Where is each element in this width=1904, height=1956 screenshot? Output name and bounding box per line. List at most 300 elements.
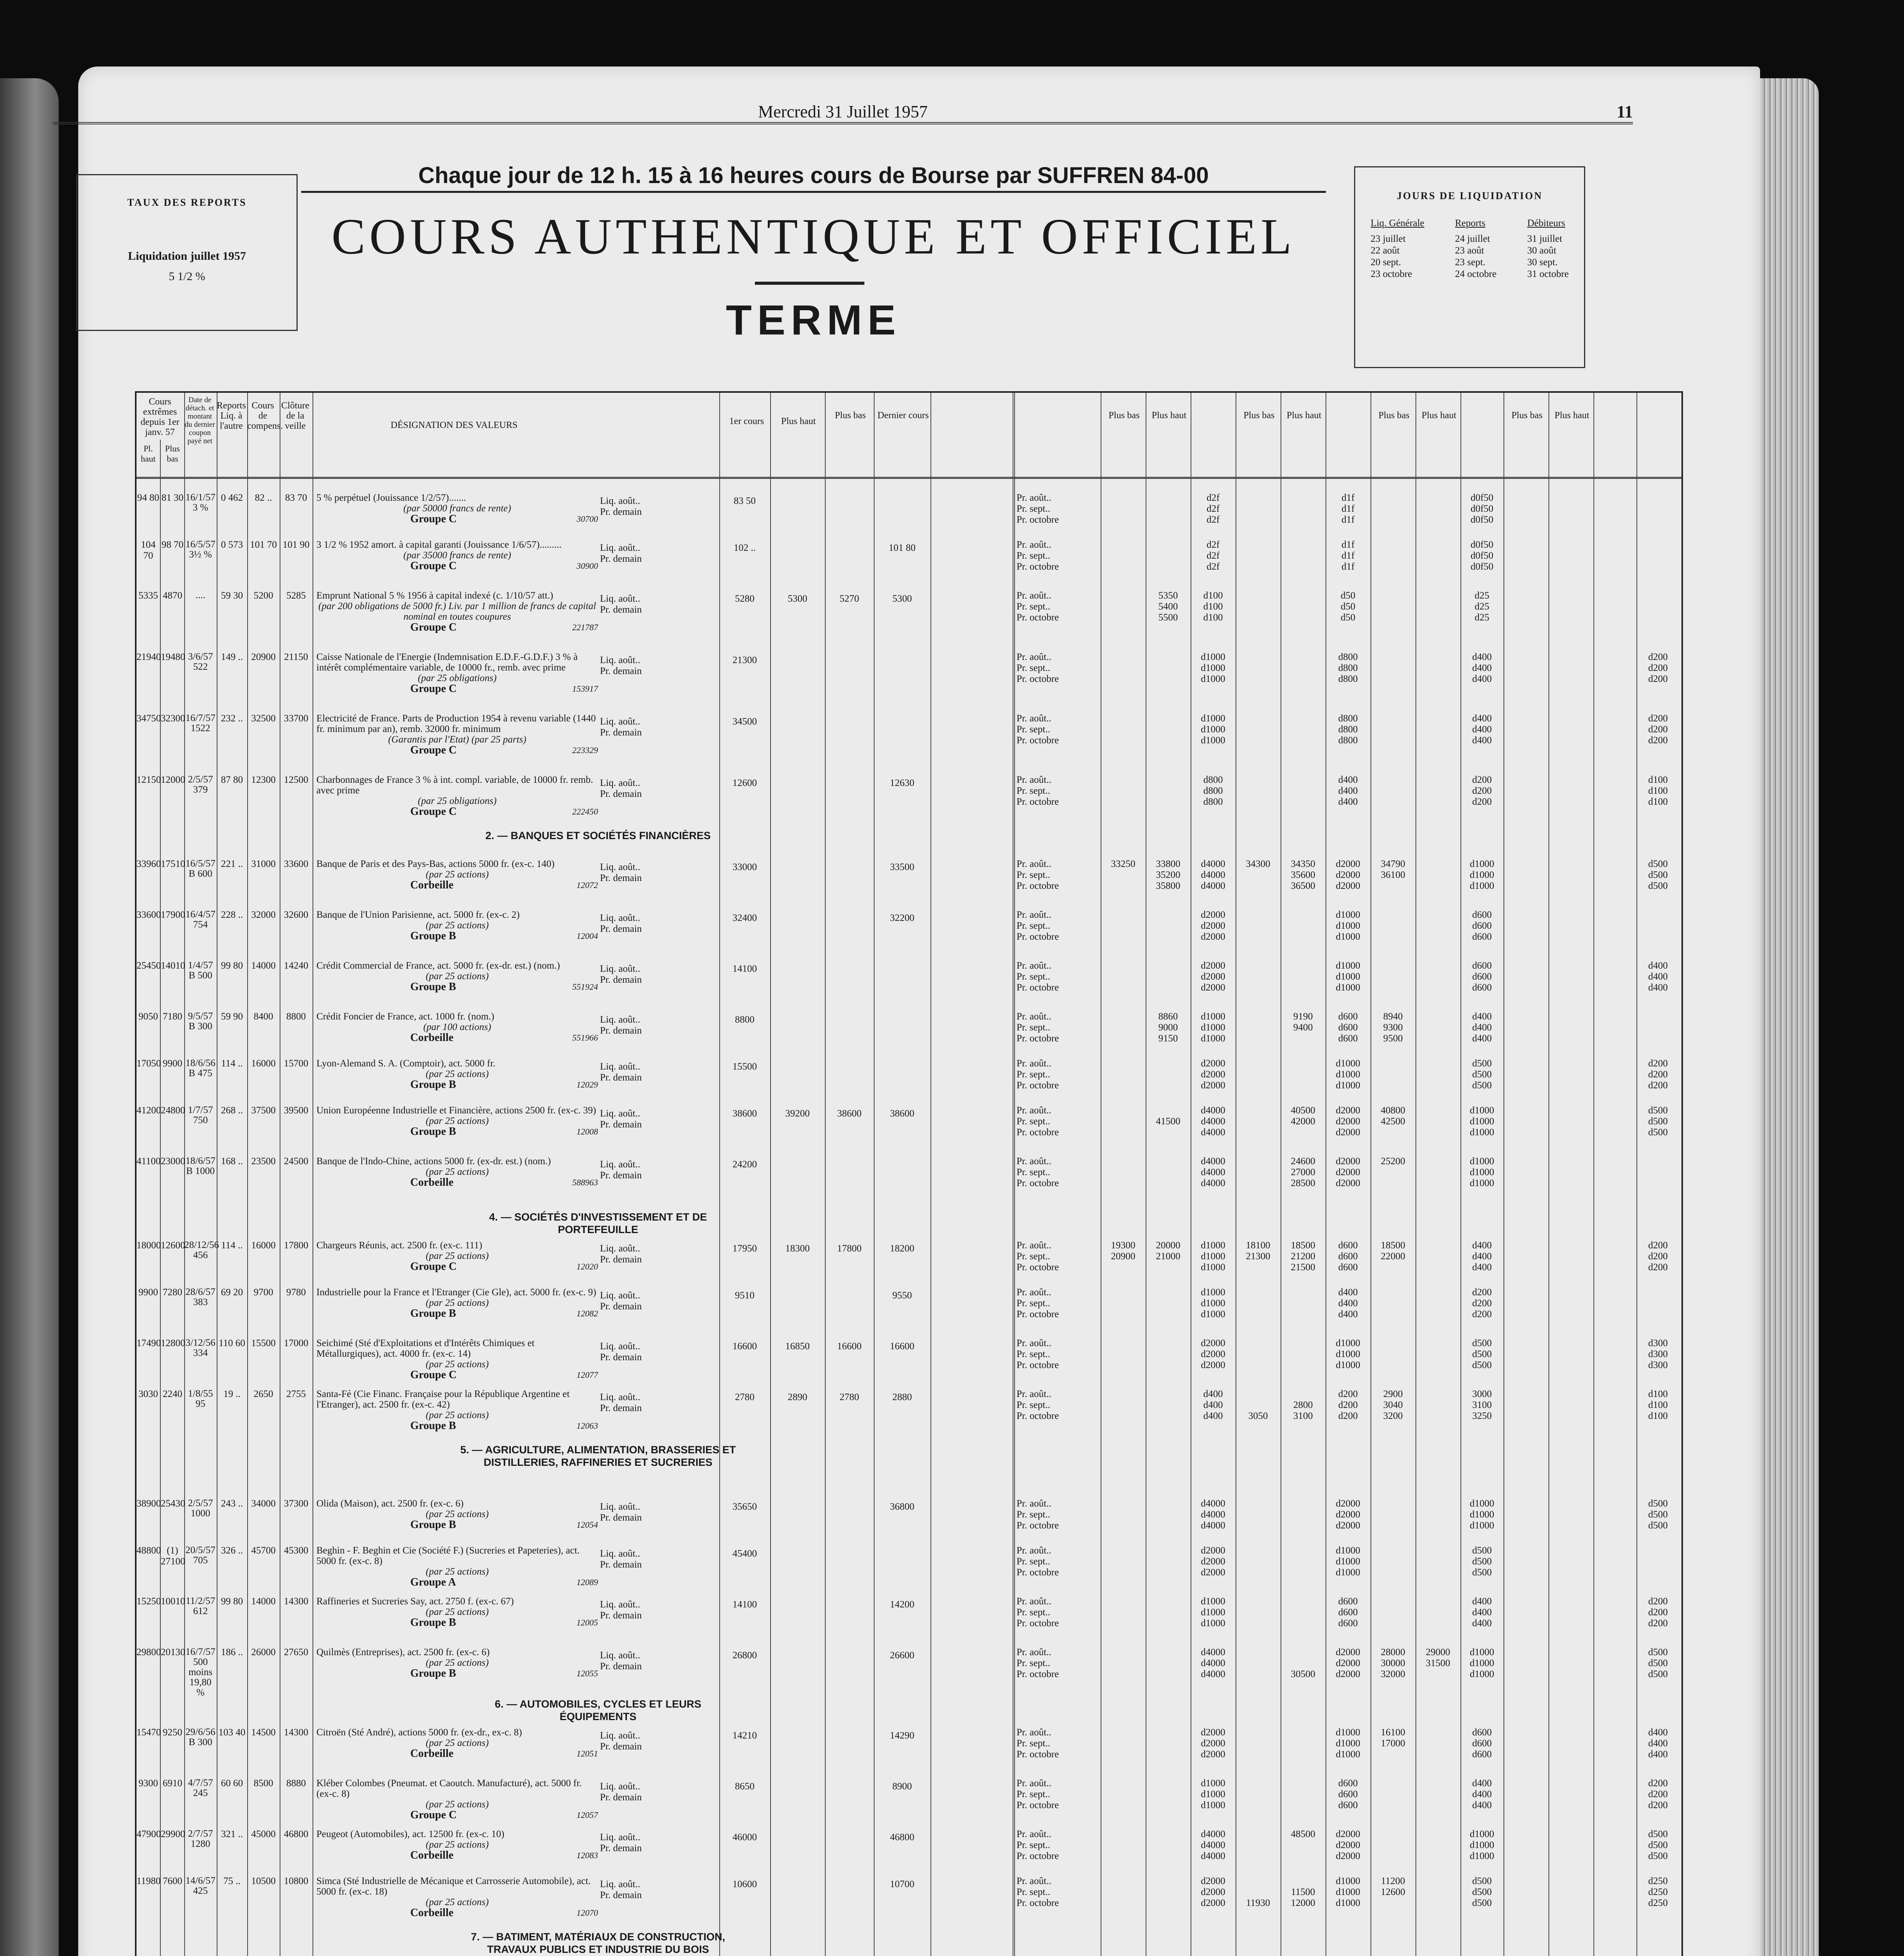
coupon-detach: 20/5/57 705 bbox=[185, 1545, 216, 1566]
jours-column-header: Reports bbox=[1455, 218, 1485, 228]
security-lot: (par 25 actions) bbox=[426, 1298, 489, 1308]
security-name: Citroën (Sté André), actions 5000 fr. (ex-dr., ex-c. 8) bbox=[316, 1727, 522, 1738]
report-value-3: d400 d400 d400 bbox=[1472, 1778, 1492, 1810]
report-value-3: d600 d600 d600 bbox=[1472, 960, 1492, 993]
taux-title: TAUX DES REPORTS bbox=[127, 197, 247, 208]
coupon-detach: 16/5/57 B 600 bbox=[185, 858, 216, 879]
first-price: 9510 bbox=[735, 1290, 754, 1301]
high-price: 2890 bbox=[788, 1392, 807, 1402]
liquidation-labels: Liq. août.. Pr. demain bbox=[600, 1548, 642, 1570]
report-low-3: 34790 36100 bbox=[1381, 859, 1405, 880]
report-value: 59 90 bbox=[221, 1011, 243, 1022]
report-low-3: 2900 3040 3200 bbox=[1383, 1389, 1403, 1421]
report-period-labels: Pr. août.. Pr. sept.. Pr. octobre bbox=[1017, 1596, 1059, 1629]
col-divider bbox=[770, 393, 771, 1956]
coupon-detach: 16/7/57 500 moins 19,80 % bbox=[185, 1647, 216, 1698]
col-r-haut-3: Plus haut bbox=[1421, 410, 1457, 421]
first-price: 8800 bbox=[735, 1014, 754, 1025]
report-value-4: d250 d250 d250 bbox=[1648, 1876, 1668, 1908]
previous-close: 14300 bbox=[284, 1596, 309, 1607]
security-name: Raffineries et Sucreries Say, act. 2750 f. (ex-c. 67) bbox=[316, 1596, 514, 1607]
security-group: Groupe B bbox=[410, 1307, 456, 1320]
extreme-low: 81 30 bbox=[161, 493, 184, 503]
security-name: Crédit Commercial de France, act. 5000 fr. (ex-dr. est.) (nom.) bbox=[316, 960, 560, 971]
report-high-2: 11500 12000 bbox=[1291, 1887, 1315, 1908]
security-lot: (par 25 obligations) bbox=[418, 673, 497, 683]
compens-price: 23500 bbox=[251, 1156, 276, 1167]
col-premier-header: 1er cours bbox=[729, 416, 764, 426]
security-name: 5 % perpétuel (Jouissance 1/2/57)....... bbox=[316, 493, 466, 503]
previous-close: 8880 bbox=[286, 1778, 306, 1789]
extreme-high: 5335 bbox=[138, 590, 158, 601]
coupon-detach: 16/5/57 3½ % bbox=[185, 539, 216, 560]
col-cloture-header: Clôture de la veille bbox=[281, 401, 309, 431]
security-code: 222450 bbox=[572, 807, 598, 816]
report-high-2: 18500 21200 21500 bbox=[1291, 1240, 1315, 1273]
extreme-high: 33600 bbox=[137, 910, 161, 920]
coupon-detach: 18/6/57 B 1000 bbox=[185, 1156, 216, 1176]
security-designation bbox=[316, 1389, 598, 1431]
liquidation-labels: Liq. août.. Pr. demain bbox=[600, 913, 642, 934]
report-value-3: d400 d400 d400 bbox=[1472, 652, 1492, 684]
last-price: 33500 bbox=[890, 862, 914, 872]
security-group: Corbeille bbox=[410, 1907, 454, 1919]
security-designation bbox=[316, 1058, 598, 1090]
previous-close: 33700 bbox=[284, 713, 309, 724]
extreme-high: 41100 bbox=[137, 1156, 161, 1167]
report-value: 69 20 bbox=[221, 1287, 243, 1298]
extreme-low: (1) 27100 bbox=[161, 1545, 185, 1567]
security-code: 30700 bbox=[577, 514, 598, 524]
report-value-1: d100 d100 d100 bbox=[1203, 590, 1223, 623]
report-value: 19 .. bbox=[223, 1389, 241, 1399]
security-name: 3 1/2 % 1952 amort. à capital garanti (Jouissance 1/6/57)......... bbox=[316, 539, 562, 550]
report-value: 0 462 bbox=[221, 493, 243, 503]
security-code: 12055 bbox=[577, 1668, 598, 1678]
col-divider bbox=[1593, 393, 1594, 1956]
security-lot: (par 100 actions) bbox=[423, 1022, 491, 1032]
liquidation-labels: Liq. août.. Pr. demain bbox=[600, 1392, 642, 1413]
security-lot: (par 25 actions) bbox=[426, 1738, 489, 1748]
security-group-line bbox=[316, 1577, 598, 1587]
report-value-4: d500 d500 d500 bbox=[1648, 1498, 1668, 1531]
liquidation-labels: Liq. août.. Pr. demain bbox=[600, 1243, 642, 1265]
coupon-detach: 2/5/57 379 bbox=[188, 774, 213, 795]
report-period-labels: Pr. août.. Pr. sept.. Pr. octobre bbox=[1017, 1389, 1059, 1421]
coupon-detach: 16/7/57 1522 bbox=[185, 713, 216, 734]
report-value-3: d500 d500 d500 bbox=[1472, 1338, 1492, 1370]
report-value-2: d1f d1f d1f bbox=[1341, 539, 1355, 572]
report-value-1: d1000 d1000 d1000 bbox=[1201, 1011, 1225, 1044]
security-group-line bbox=[316, 683, 598, 694]
low-price: 17800 bbox=[837, 1243, 862, 1254]
report-value-1: d1000 d1000 d1000 bbox=[1201, 713, 1225, 746]
report-value-2: d400 d400 d400 bbox=[1338, 1287, 1358, 1320]
liquidation-labels: Liq. août.. Pr. demain bbox=[600, 1290, 642, 1312]
security-designation bbox=[316, 1287, 598, 1319]
liquidation-labels: Liq. août.. Pr. demain bbox=[600, 1501, 642, 1523]
security-designation bbox=[316, 1778, 598, 1820]
last-price: 32200 bbox=[890, 913, 914, 923]
extreme-high: 9300 bbox=[138, 1778, 158, 1789]
jours-date: 20 sept. bbox=[1371, 257, 1401, 268]
report-value-2: d50 d50 d50 bbox=[1340, 590, 1356, 623]
security-group: Corbeille bbox=[410, 1176, 454, 1188]
report-value-2: d1000 d1000 d1000 bbox=[1336, 1058, 1360, 1091]
report-value-4: d300 d300 d300 bbox=[1648, 1338, 1668, 1370]
security-name: Banque de Paris et des Pays-Bas, actions 5000 fr. (ex-c. 140) bbox=[316, 859, 555, 869]
security-name: Banque de l'Indo-Chine, actions 5000 fr. (ex-dr. est.) (nom.) bbox=[316, 1156, 551, 1167]
security-group: Groupe C bbox=[410, 1260, 457, 1273]
compens-price: 12300 bbox=[251, 775, 276, 785]
security-designation bbox=[316, 1105, 598, 1137]
security-designation bbox=[316, 493, 598, 524]
security-name: Emprunt National 5 % 1956 à capital indexé (c. 1/10/57 att.) bbox=[316, 590, 553, 601]
security-lot: (Garantis par l'Etat) (par 25 parts) bbox=[388, 734, 526, 745]
security-name: Beghin - F. Beghin et Cie (Société F.) (Sucreries et Papeteries), act. 5000 fr. (ex-c. 8) bbox=[316, 1545, 580, 1566]
jours-date: 24 juillet bbox=[1455, 234, 1490, 244]
report-value-2: d600 d600 d600 bbox=[1338, 1011, 1358, 1044]
security-group: Corbeille bbox=[410, 1849, 454, 1861]
col-extremes-header: Cours extrêmes depuis 1er janv. 57 bbox=[140, 397, 180, 437]
report-value-1: d2000 d2000 d2000 bbox=[1201, 960, 1225, 993]
previous-close: 2755 bbox=[286, 1389, 306, 1399]
extreme-high: 3030 bbox=[138, 1389, 158, 1399]
security-code: 12029 bbox=[577, 1080, 598, 1089]
security-group: Groupe C bbox=[410, 744, 457, 756]
report-value-4: d500 d500 d500 bbox=[1648, 1829, 1668, 1861]
security-code: 12070 bbox=[577, 1908, 598, 1918]
report-value-1: d2000 d2000 d2000 bbox=[1201, 1727, 1225, 1760]
report-value-1: d2000 d2000 d2000 bbox=[1201, 1058, 1225, 1091]
security-code: 221787 bbox=[572, 622, 598, 632]
report-period-labels: Pr. août.. Pr. sept.. Pr. octobre bbox=[1017, 713, 1059, 746]
security-name: Simca (Sté Industrielle de Mécanique et Carrosserie Automobile), act. 5000 fr. (ex-c. 18) bbox=[316, 1876, 591, 1897]
liquidation-labels: Liq. août.. Pr. demain bbox=[600, 1832, 642, 1854]
report-value-2: d1000 d1000 d1000 bbox=[1336, 1876, 1360, 1908]
security-lot: (par 25 actions) bbox=[426, 1509, 489, 1519]
liquidation-labels: Liq. août.. Pr. demain bbox=[600, 543, 642, 564]
report-high-2: 40500 42000 bbox=[1291, 1105, 1315, 1127]
security-group-line bbox=[316, 1810, 598, 1820]
report-value-3: d400 d400 d400 bbox=[1472, 1596, 1492, 1629]
report-period-labels: Pr. août.. Pr. sept.. Pr. octobre bbox=[1017, 1876, 1059, 1908]
report-value-3: d25 d25 d25 bbox=[1475, 590, 1489, 623]
security-code: 551924 bbox=[572, 982, 598, 992]
first-price: 34500 bbox=[732, 716, 757, 727]
high-price: 18300 bbox=[785, 1243, 810, 1254]
previous-close: 21150 bbox=[284, 652, 308, 662]
report-low-2: 34300 bbox=[1246, 859, 1270, 869]
extreme-low: 7180 bbox=[163, 1011, 182, 1022]
liquidation-labels: Liq. août.. Pr. demain bbox=[600, 1159, 642, 1181]
extreme-high: 21940 bbox=[137, 652, 161, 662]
coupon-detach: 28/6/57 383 bbox=[185, 1287, 216, 1307]
report-period-labels: Pr. août.. Pr. sept.. Pr. octobre bbox=[1017, 775, 1059, 807]
security-lot: (par 25 actions) bbox=[426, 971, 489, 982]
report-high-1: 20000 21000 bbox=[1156, 1240, 1180, 1262]
previous-page-edge bbox=[0, 78, 59, 1956]
security-designation bbox=[316, 652, 598, 694]
security-group: Groupe B bbox=[410, 1125, 456, 1138]
col-divider bbox=[1415, 393, 1416, 1956]
liquidation-labels: Liq. août.. Pr. demain bbox=[600, 778, 642, 799]
compens-price: 31000 bbox=[251, 859, 276, 869]
security-designation bbox=[316, 1727, 598, 1759]
report-value: 232 .. bbox=[221, 713, 243, 724]
report-value: 99 80 bbox=[221, 1596, 243, 1607]
compens-price: 14000 bbox=[251, 960, 276, 971]
previous-close: 101 90 bbox=[282, 539, 310, 550]
coupon-detach: 2/7/57 1280 bbox=[188, 1828, 213, 1849]
first-price: 14210 bbox=[732, 1730, 757, 1741]
previous-close: 17000 bbox=[284, 1338, 309, 1348]
report-high-2: 24600 27000 28500 bbox=[1291, 1156, 1315, 1188]
security-lot: (par 25 actions) bbox=[426, 1410, 489, 1420]
col-haut-header: Plus haut bbox=[781, 416, 816, 426]
extreme-low: 14010 bbox=[161, 960, 185, 971]
previous-close: 83 70 bbox=[285, 493, 307, 503]
col-divider bbox=[1636, 393, 1637, 1956]
previous-close: 33600 bbox=[284, 859, 309, 869]
col-divider bbox=[1013, 393, 1015, 1956]
low-price: 16600 bbox=[837, 1341, 862, 1352]
security-group-line bbox=[316, 1907, 598, 1918]
extreme-low: 4870 bbox=[163, 590, 182, 601]
extreme-high: 29800 bbox=[137, 1647, 161, 1658]
report-value: 110 60 bbox=[219, 1338, 245, 1348]
report-period-labels: Pr. août.. Pr. sept.. Pr. octobre bbox=[1017, 1727, 1059, 1760]
report-value: 114 .. bbox=[221, 1058, 243, 1069]
security-designation bbox=[316, 859, 598, 890]
security-name: Santa-Fé (Cie Financ. Française pour la République Argentine et l'Etranger), act. 2500 fr. (ex-c. 42) bbox=[316, 1389, 570, 1410]
security-designation bbox=[316, 1545, 598, 1587]
last-price: 36800 bbox=[890, 1501, 914, 1512]
security-code: 153917 bbox=[572, 684, 598, 694]
security-group-line bbox=[316, 1261, 598, 1272]
jours-date: 22 août bbox=[1371, 245, 1400, 256]
report-period-labels: Pr. août.. Pr. sept.. Pr. octobre bbox=[1017, 1778, 1059, 1810]
extreme-high: 48800 bbox=[137, 1545, 161, 1556]
security-group: Groupe B bbox=[410, 1079, 456, 1091]
col-r-bas-3: Plus bas bbox=[1378, 410, 1410, 421]
liquidation-labels: Liq. août.. Pr. demain bbox=[600, 1599, 642, 1621]
report-value-1: d4000 d4000 d4000 bbox=[1201, 859, 1225, 891]
report-low-2: 3050 bbox=[1248, 1411, 1268, 1421]
security-lot: (par 25 actions) bbox=[426, 1658, 489, 1668]
security-code: 12089 bbox=[577, 1577, 598, 1587]
first-price: 14100 bbox=[732, 1599, 757, 1610]
title-rule bbox=[755, 282, 864, 285]
report-value-1: d800 d800 d800 bbox=[1203, 775, 1223, 807]
report-value-1: d2000 d2000 d2000 bbox=[1201, 1545, 1225, 1578]
coupon-detach: 14/6/57 425 bbox=[185, 1875, 216, 1896]
report-value-1: d1000 d1000 d1000 bbox=[1201, 1778, 1225, 1810]
security-name: Crédit Foncier de France, act. 1000 fr. (nom.) bbox=[316, 1011, 494, 1022]
previous-close: 5285 bbox=[286, 590, 306, 601]
previous-close: 24500 bbox=[284, 1156, 309, 1167]
taux-rate: 5 1/2 % bbox=[169, 270, 205, 283]
report-value: 99 80 bbox=[221, 960, 243, 971]
first-price: 35650 bbox=[732, 1501, 757, 1512]
report-low-1: 19300 20900 bbox=[1111, 1240, 1135, 1262]
report-low-3: 8940 9300 9500 bbox=[1383, 1011, 1403, 1044]
first-price: 33000 bbox=[732, 862, 757, 872]
compens-price: 9700 bbox=[253, 1287, 273, 1298]
extreme-low: 12600 bbox=[161, 1240, 185, 1251]
security-group-line bbox=[316, 806, 598, 817]
security-lot: (par 25 obligations) bbox=[418, 796, 497, 806]
page-header bbox=[53, 102, 1633, 124]
previous-close: 14240 bbox=[284, 960, 309, 971]
jours-column-header: Liq. Générale bbox=[1371, 218, 1424, 228]
coupon-detach: 1/7/57 750 bbox=[188, 1105, 213, 1125]
security-group-line bbox=[316, 1748, 598, 1759]
report-low-3: 25200 bbox=[1381, 1156, 1405, 1167]
jours-liquidation-box bbox=[1354, 166, 1585, 368]
extreme-low: 32300 bbox=[161, 713, 185, 724]
jours-column bbox=[1455, 218, 1496, 280]
security-designation bbox=[316, 1011, 598, 1043]
report-value: 268 .. bbox=[221, 1105, 243, 1116]
report-value-3: d400 d400 d400 bbox=[1472, 1240, 1492, 1273]
report-value-1: d400 d400 d400 bbox=[1203, 1389, 1223, 1421]
security-name: Peugeot (Automobiles), act. 12500 fr. (ex-c. 10) bbox=[316, 1829, 505, 1839]
report-period-labels: Pr. août.. Pr. sept.. Pr. octobre bbox=[1017, 1498, 1059, 1531]
security-group-line bbox=[316, 1126, 598, 1137]
report-value-3: d1000 d1000 d1000 bbox=[1469, 1829, 1494, 1861]
compens-price: 20900 bbox=[251, 652, 276, 662]
compens-price: 14500 bbox=[251, 1727, 276, 1738]
security-lot: (par 25 actions) bbox=[426, 1799, 489, 1810]
low-price: 38600 bbox=[837, 1108, 862, 1119]
extreme-high: 38900 bbox=[137, 1498, 161, 1509]
extreme-high: 47900 bbox=[137, 1829, 161, 1839]
security-designation bbox=[316, 1240, 598, 1272]
first-price: 45400 bbox=[732, 1548, 757, 1559]
compens-price: 101 70 bbox=[250, 539, 277, 550]
security-designation bbox=[316, 775, 598, 817]
extreme-high: 94 80 bbox=[137, 493, 160, 503]
first-price: 26800 bbox=[732, 1650, 757, 1661]
security-lot: (par 25 actions) bbox=[426, 1116, 489, 1126]
coupon-detach: 9/5/57 B 300 bbox=[188, 1011, 213, 1032]
report-value-1: d2f d2f d2f bbox=[1206, 539, 1220, 572]
last-price: 26600 bbox=[890, 1650, 914, 1661]
coupon-detach: 1/4/57 B 500 bbox=[188, 960, 213, 981]
coupon-detach: 2/5/57 1000 bbox=[188, 1498, 213, 1519]
security-group: Groupe C bbox=[410, 683, 457, 695]
security-group-line bbox=[316, 745, 598, 755]
extreme-high: 12150 bbox=[137, 775, 161, 785]
report-period-labels: Pr. août.. Pr. sept.. Pr. octobre bbox=[1017, 539, 1059, 572]
extreme-high: 17490 bbox=[137, 1338, 161, 1348]
extreme-low: 25430 bbox=[161, 1498, 185, 1509]
report-high-2: 34350 35600 36500 bbox=[1291, 859, 1315, 891]
extreme-low: 12800 bbox=[161, 1338, 185, 1348]
jours-date: 30 août bbox=[1527, 245, 1556, 256]
last-price: 16600 bbox=[890, 1341, 914, 1352]
security-lot: (par 35000 francs de rente) bbox=[403, 550, 511, 561]
report-low-3: 18500 22000 bbox=[1381, 1240, 1405, 1262]
security-lot: (par 25 actions) bbox=[426, 1607, 489, 1617]
high-price: 39200 bbox=[785, 1108, 810, 1119]
first-price: 8650 bbox=[735, 1781, 754, 1792]
report-low-3: 16100 17000 bbox=[1381, 1727, 1405, 1749]
page-stack-edge bbox=[1756, 78, 1819, 1956]
report-value-2: d2000 d2000 d2000 bbox=[1336, 859, 1360, 891]
security-designation bbox=[316, 910, 598, 941]
report-value-1: d4000 d4000 d4000 bbox=[1201, 1105, 1225, 1138]
security-group: Corbeille bbox=[410, 879, 454, 891]
report-period-labels: Pr. août.. Pr. sept.. Pr. octobre bbox=[1017, 1011, 1059, 1044]
extreme-high: 34750 bbox=[137, 713, 161, 724]
low-price: 2780 bbox=[839, 1392, 859, 1402]
coupon-detach: 11/2/57 612 bbox=[185, 1596, 216, 1616]
security-lot: (par 25 actions) bbox=[426, 1167, 489, 1177]
tagline: Chaque jour de 12 h. 15 à 16 heures cours de Bourse par SUFFREN 84-00 bbox=[301, 162, 1326, 193]
liquidation-labels: Liq. août.. Pr. demain bbox=[600, 1781, 642, 1803]
compens-price: 37500 bbox=[251, 1105, 276, 1116]
security-group-line bbox=[316, 1850, 598, 1861]
security-designation bbox=[316, 1156, 598, 1188]
compens-price: 14000 bbox=[251, 1596, 276, 1607]
liquidation-labels: Liq. août.. Pr. demain bbox=[600, 593, 642, 615]
col-divider bbox=[247, 393, 248, 1956]
security-code: 12020 bbox=[577, 1262, 598, 1271]
security-group-line bbox=[316, 982, 598, 992]
security-group: Groupe B bbox=[410, 981, 456, 993]
report-low-3: 40800 42500 bbox=[1381, 1105, 1405, 1127]
security-lot: (par 200 obligations de 5000 fr.) Liv. par 1 million de francs de capital nominal en toutes coupures bbox=[318, 601, 596, 622]
security-name: Quilmès (Entreprises), act. 2500 fr. (ex-c. 6) bbox=[316, 1647, 490, 1658]
security-name: Olida (Maison), act. 2500 fr. (ex-c. 6) bbox=[316, 1498, 464, 1509]
previous-close: 15700 bbox=[284, 1058, 309, 1069]
extreme-high: 41200 bbox=[137, 1105, 161, 1116]
report-period-labels: Pr. août.. Pr. sept.. Pr. octobre bbox=[1017, 590, 1059, 623]
last-price: 18200 bbox=[890, 1243, 914, 1254]
security-group-line bbox=[316, 1032, 598, 1043]
report-value-3: d1000 d1000 d1000 bbox=[1469, 859, 1494, 891]
extreme-low: 17510 bbox=[161, 859, 185, 869]
liquidation-labels: Liq. août.. Pr. demain bbox=[600, 862, 642, 883]
security-group: Corbeille bbox=[410, 1032, 454, 1044]
last-price: 10700 bbox=[890, 1879, 914, 1889]
report-value-3: d200 d200 d200 bbox=[1472, 775, 1492, 807]
last-price: 46800 bbox=[890, 1832, 914, 1843]
col-r-bas-1: Plus bas bbox=[1108, 410, 1140, 421]
liquidation-labels: Liq. août.. Pr. demain bbox=[600, 1879, 642, 1900]
report-value-1: d2000 d2000 d2000 bbox=[1201, 1876, 1225, 1908]
report-value-1: d2000 d2000 d2000 bbox=[1201, 1338, 1225, 1370]
report-value-1: d1000 d1000 d1000 bbox=[1201, 1240, 1225, 1273]
report-value-4: d400 d400 d400 bbox=[1648, 1727, 1668, 1760]
report-period-labels: Pr. août.. Pr. sept.. Pr. octobre bbox=[1017, 1287, 1059, 1320]
report-value-3: d1000 d1000 d1000 bbox=[1469, 1498, 1494, 1531]
report-high-1: 33800 35200 35800 bbox=[1156, 859, 1180, 891]
report-value-4: d200 d200 d200 bbox=[1648, 1596, 1668, 1629]
security-group-line bbox=[316, 514, 598, 524]
report-value-3: d200 d200 d200 bbox=[1472, 1287, 1492, 1320]
extreme-low: 20130 bbox=[161, 1647, 185, 1658]
security-code: 30900 bbox=[577, 561, 598, 571]
jours-date: 31 octobre bbox=[1527, 269, 1569, 279]
report-value-4: d200 d200 d200 bbox=[1648, 1778, 1668, 1810]
report-high-1: 8860 9000 9150 bbox=[1158, 1011, 1178, 1044]
col-plus-haut-header: Pl. haut bbox=[141, 444, 156, 464]
high-price: 16850 bbox=[785, 1341, 810, 1352]
security-lot: (par 50000 francs de rente) bbox=[403, 503, 511, 514]
